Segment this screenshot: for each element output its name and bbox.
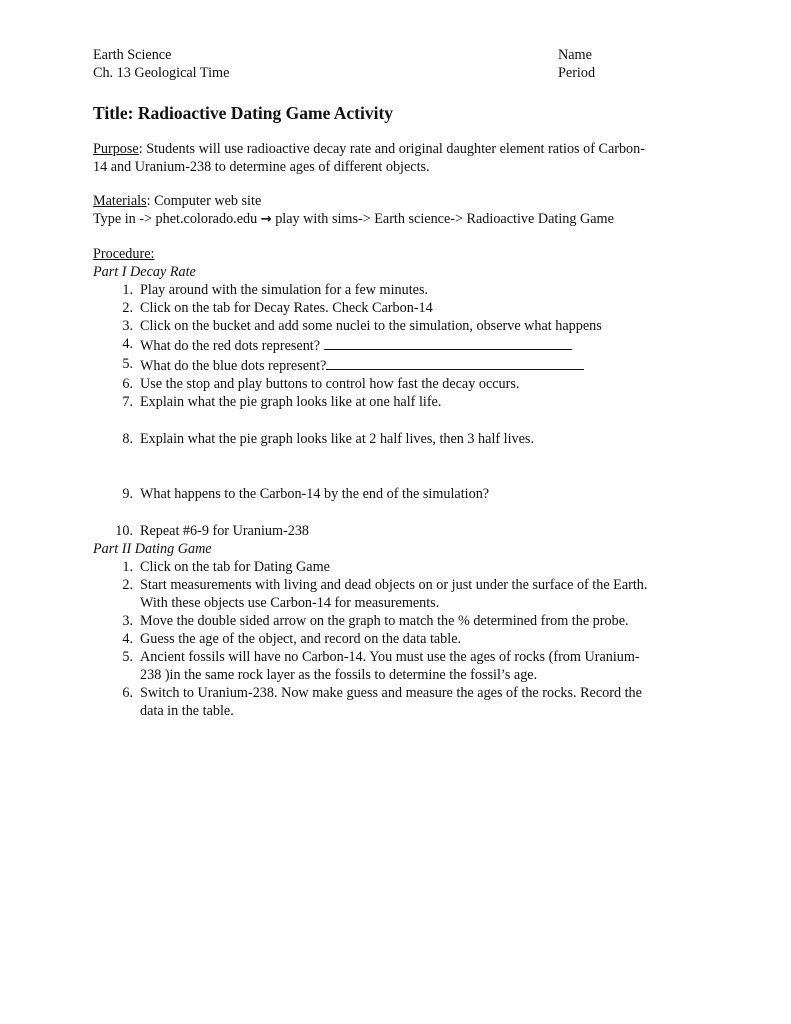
list-item: 5. What do the blue dots represent? (93, 355, 713, 375)
list-item: 3. Click on the bucket and add some nuclei to the simulation, observe what happens (122, 318, 602, 334)
list-item: 3. Move the double sided arrow on the graph to match the % determined from the probe. (122, 613, 629, 629)
worksheet-page (93, 46, 713, 720)
procedure-section (93, 245, 713, 720)
type-in-instruction (93, 210, 713, 229)
worksheet-header (93, 46, 713, 82)
answer-blank[interactable] (324, 335, 572, 350)
list-item: 2. Start measurements with living and dead objects on or just under the surface of the Earth. With these objects use Carbon-14 for measurements. (122, 577, 648, 611)
list-item: 5. Ancient fossils will have no Carbon-14. You must use the ages of rocks (from Uranium- 238 )in the same rock layer as the fossils to determine the fossil’s age. (122, 649, 640, 683)
list-item: 9. What happens to the Carbon-14 by the end of the simulation? (122, 486, 490, 502)
purpose-text-line1: : Students will use radioactive decay rate and original daughter element ratios of Carbon- (138, 141, 645, 157)
list-item: 6. Use the stop and play buttons to control how fast the decay occurs. (122, 376, 520, 392)
list-item: 1. Play around with the simulation for a few minutes. (122, 282, 429, 298)
materials-label: Materials (93, 193, 147, 209)
chapter-name: Ch. 13 Geological Time (93, 65, 230, 81)
list-item: 4. What do the red dots represent? (93, 335, 713, 355)
part2-heading: Part II Dating Game (93, 541, 212, 557)
right-arrow-icon: → (260, 212, 272, 227)
materials-text: : Computer web site (146, 193, 262, 209)
list-item: 7. Explain what the pie graph looks like at one half life. (122, 394, 442, 410)
list-item: 4. Guess the age of the object, and record on the data table. (122, 631, 462, 647)
purpose-text-line2: 14 and Uranium-238 to determine ages of different objects. (93, 159, 430, 175)
part1-list (93, 281, 713, 540)
name-label: Name (558, 47, 592, 63)
header-left (93, 46, 229, 82)
header-right (558, 46, 595, 82)
materials-section (93, 192, 713, 229)
answer-blank[interactable] (326, 355, 584, 370)
type-in-suffix: play with sims-> Earth science-> Radioactive Dating Game (271, 211, 614, 227)
part2-list (93, 558, 713, 720)
list-item: 1. Click on the tab for Dating Game (122, 559, 330, 575)
list-item: 6. Switch to Uranium-238. Now make guess and measure the ages of the rocks. Record the data in the table. (122, 685, 642, 719)
purpose-section (93, 140, 713, 176)
list-item: 8. Explain what the pie graph looks like at 2 half lives, then 3 half lives. (122, 431, 535, 447)
page-title: Title: Radioactive Dating Game Activity (93, 103, 394, 123)
purpose-label: Purpose (93, 141, 139, 157)
period-label: Period (558, 65, 596, 81)
type-in-prefix: Type in -> phet.colorado.edu (93, 211, 261, 227)
part1-heading: Part I Decay Rate (93, 264, 196, 280)
course-name: Earth Science (93, 47, 172, 63)
list-item: 10. Repeat #6-9 for Uranium-238 (115, 523, 310, 539)
list-item: 2. Click on the tab for Decay Rates. Check Carbon-14 (122, 300, 433, 316)
procedure-label: Procedure: (93, 246, 155, 262)
